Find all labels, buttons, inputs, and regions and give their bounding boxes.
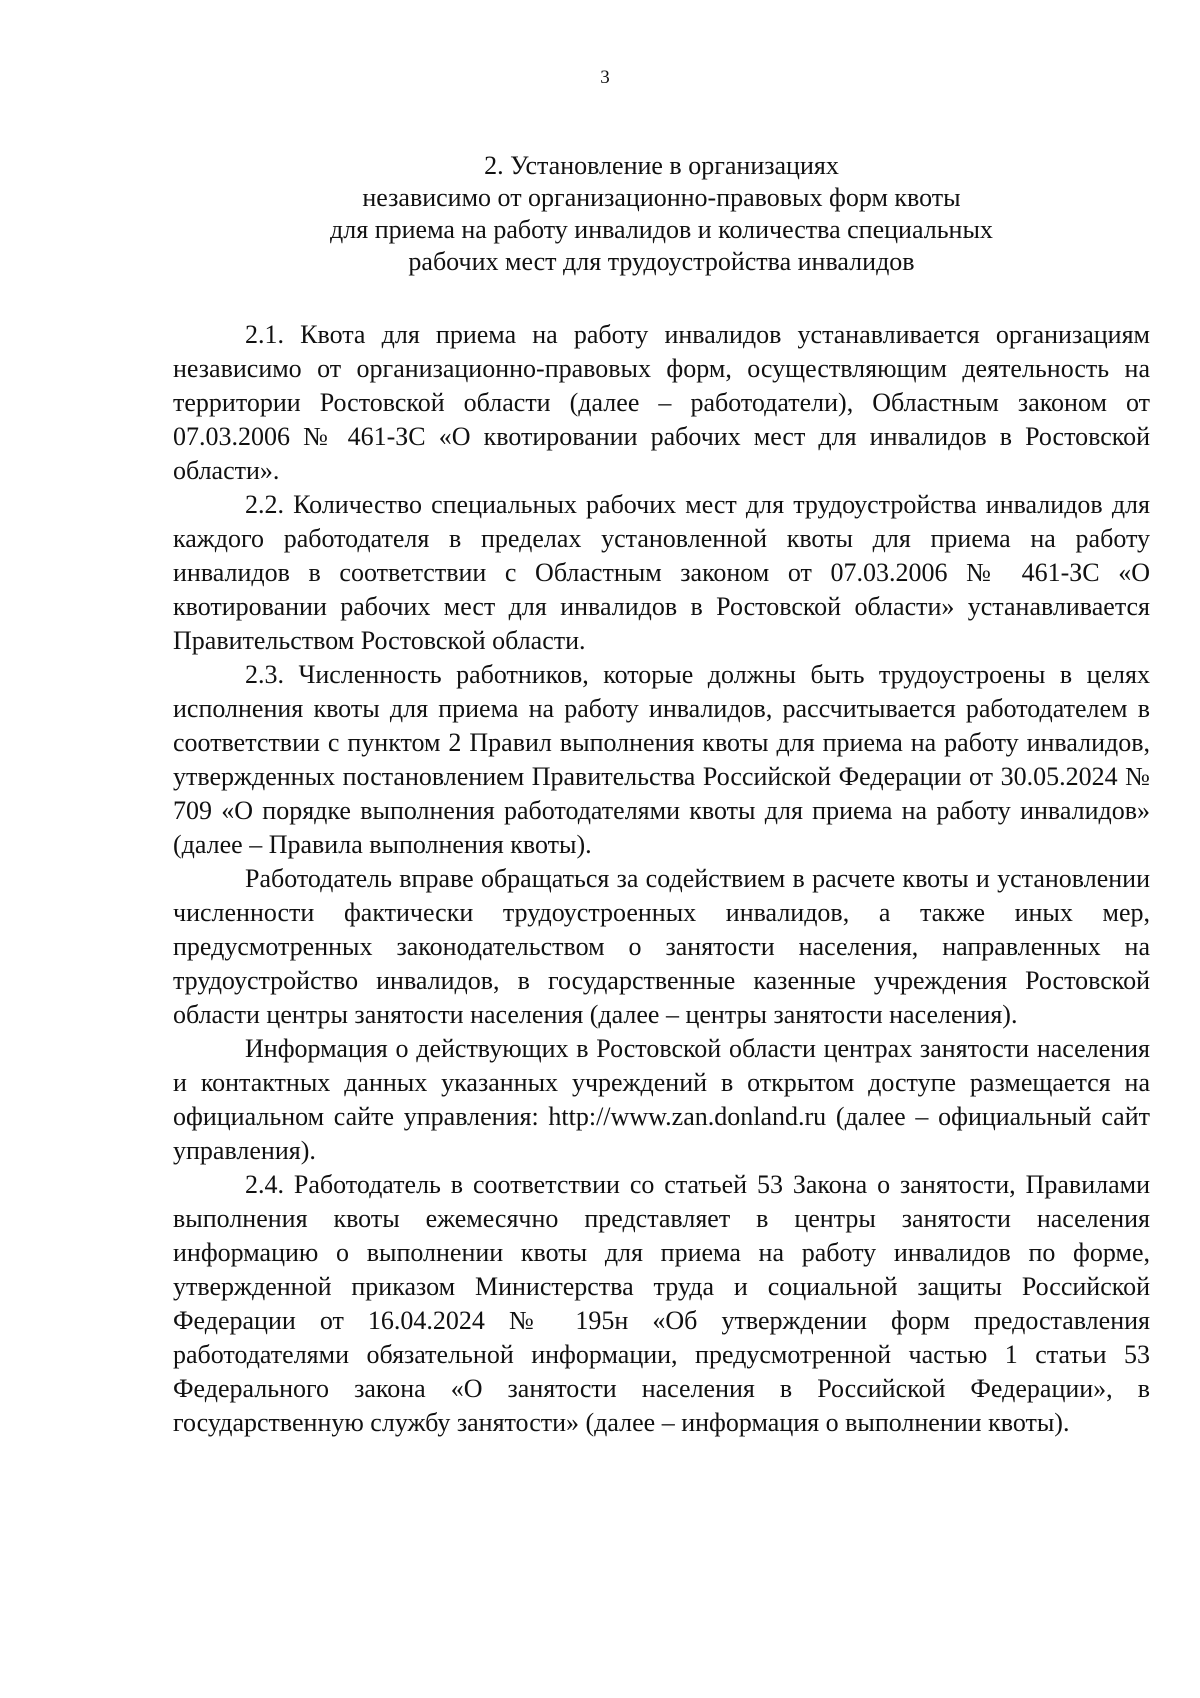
paragraph-2-3: 2.3. Численность работников, которые должны быть трудоустроены в целях исполнения квоты для приема на работу инвалидов, рассчитывается работодателем в соответствии с пунктом 2 Правил выполнения квоты для приема на работу инвалидов, утвержденных постановлением Правительства Российской Федерации от 30.05.2024 № 709 «О порядке выполнения работодателями квоты для приема на работу инвалидов» (далее – Правила выполнения квоты). bbox=[173, 660, 1150, 859]
page-number: 3 bbox=[600, 67, 610, 88]
body-text bbox=[173, 318, 1150, 1440]
paragraph-2-2: 2.2. Количество специальных рабочих мест для трудоустройства инвалидов для каждого работодателя в пределах установленной квоты для приема на работу инвалидов в соответствии с Областным законом от 07.03.2006 № 461-ЗС «О квотировании рабочих мест для инвалидов в Ростовской области» устанавливается Правительством Ростовской области. bbox=[173, 490, 1150, 655]
section-title bbox=[173, 150, 1150, 278]
paragraph-employment-centers-info: Информация о действующих в Ростовской области центрах занятости населения и контактных данных указанных учреждений в открытом доступе размещается на официальном сайте управления: http://www.zan.donland.ru (далее – официальный сайт управления). bbox=[173, 1034, 1150, 1165]
paragraph-2-4: 2.4. Работодатель в соответствии со статьей 53 Закона о занятости, Правилами выполнения квоты ежемесячно представляет в центры занятости населения информацию о выполнении квоты для приема на работу инвалидов по форме, утвержденной приказом Министерства труда и социальной защиты Российской Федерации от 16.04.2024 № 195н «Об утверждении форм предоставления работодателями обязательной информации, предусмотренной частью 1 статьи 53 Федерального закона «О занятости населения в Российской Федерации», в государственную службу занятости» (далее – информация о выполнении квоты). bbox=[173, 1170, 1150, 1437]
section-title-line: для приема на работу инвалидов и количества специальных bbox=[330, 215, 993, 244]
section-title-line: независимо от организационно-правовых форм квоты bbox=[362, 183, 961, 212]
section-title-line: рабочих мест для трудоустройства инвалидов bbox=[408, 247, 915, 276]
paragraph-2-1: 2.1. Квота для приема на работу инвалидов устанавливается организациям независимо от организационно-правовых форм, осуществляющим деятельность на территории Ростовской области (далее – работодатели), Областным законом от 07.03.2006 № 461-ЗС «О квотировании рабочих мест для инвалидов в Ростовской области». bbox=[173, 320, 1150, 485]
paragraph-employer-assistance: Работодатель вправе обращаться за содействием в расчете квоты и установлении численности фактически трудоустроенных инвалидов, а также иных мер, предусмотренных законодательством о занятости населения, направленных на трудоустройство инвалидов, в государственные казенные учреждения Ростовской области центры занятости населения (далее – центры занятости населения). bbox=[173, 864, 1150, 1029]
section-title-line: 2. Установление в организациях bbox=[484, 151, 839, 180]
